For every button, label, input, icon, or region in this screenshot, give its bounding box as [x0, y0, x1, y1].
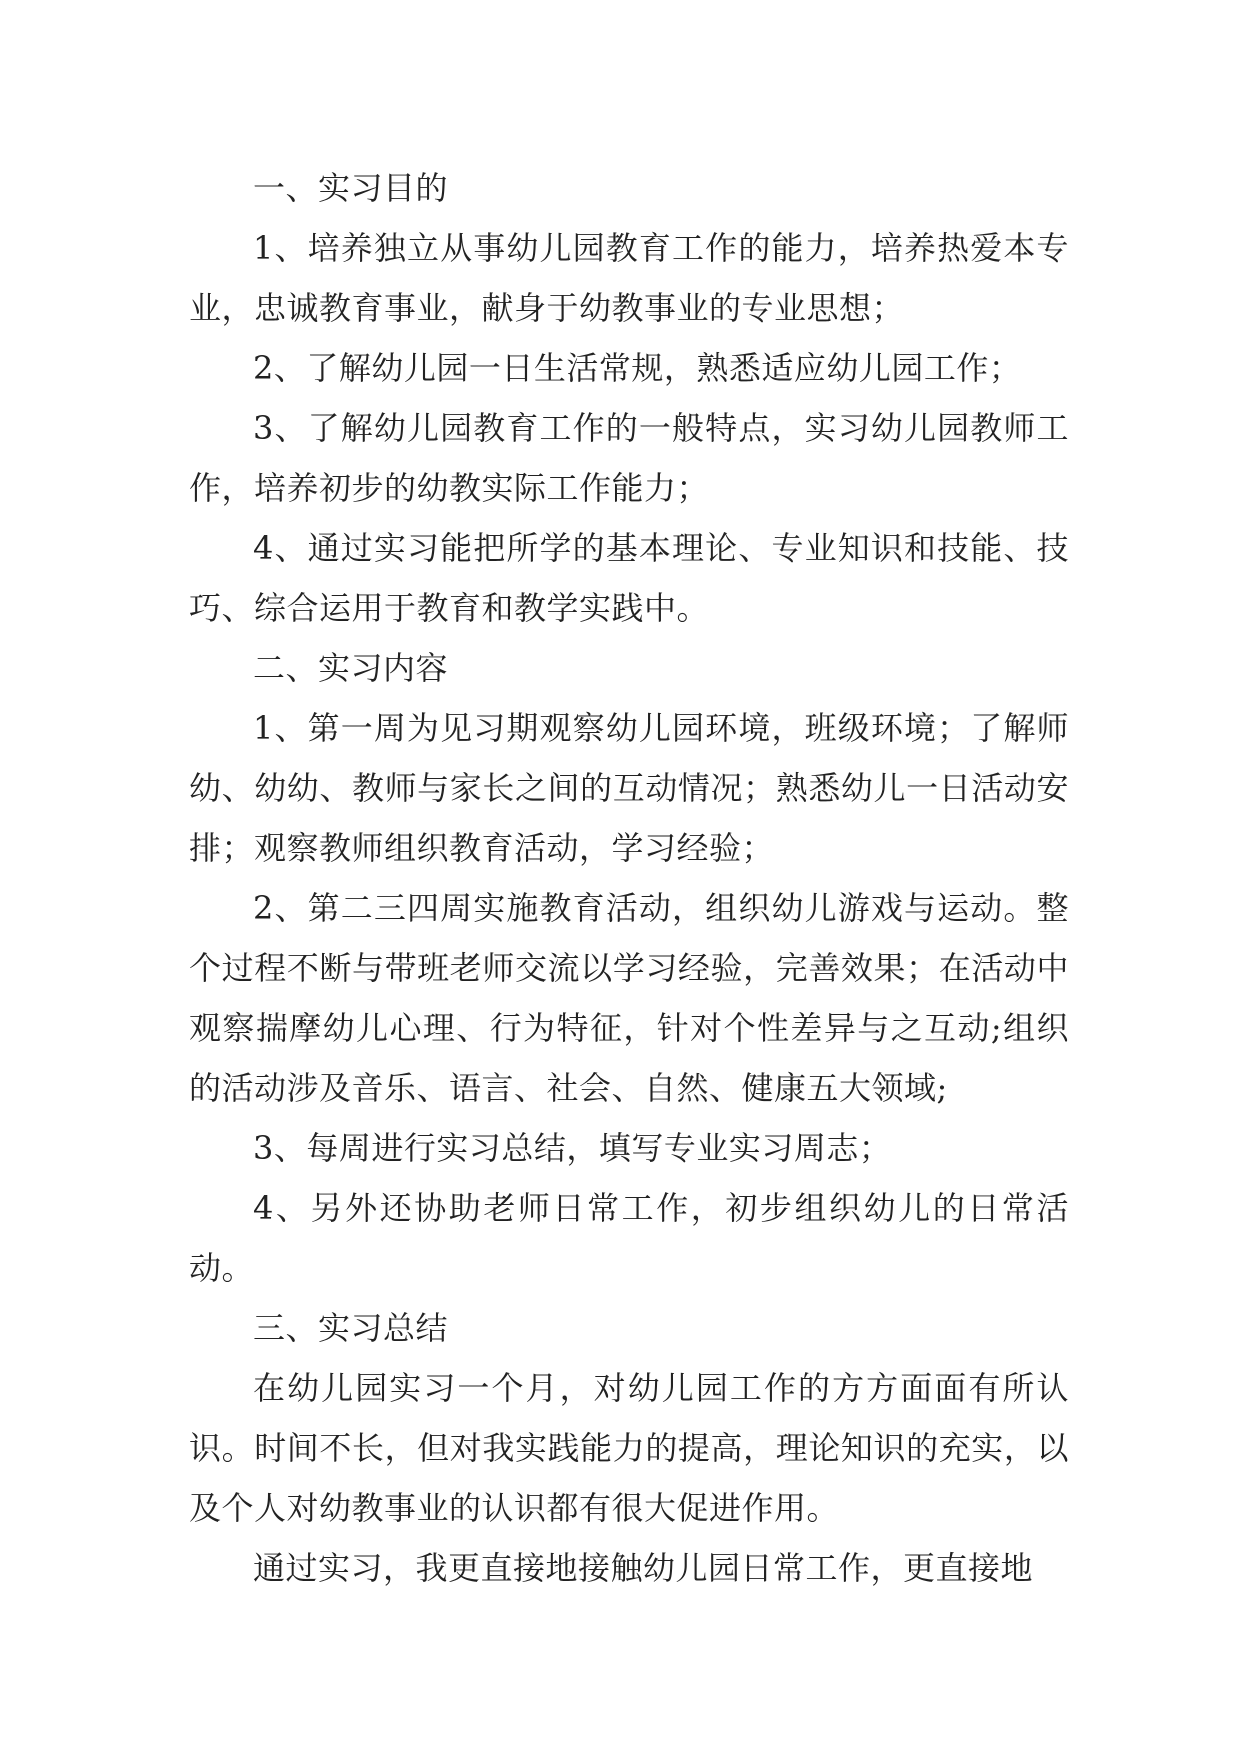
section-heading-summary: 三、实习总结: [253, 1309, 449, 1347]
paragraph: 4、通过实习能把所学的基本理论、专业知识和技能、技巧、综合运用于教育和教学实践中。: [189, 529, 1069, 627]
paragraph: 在幼儿园实习一个月，对幼儿园工作的方方面面有所认识。时间不长，但对我实践能力的提高，理论知识的充实，以及个人对幼教事业的认识都有很大促进作用。: [189, 1369, 1069, 1527]
paragraph: 2、第二三四周实施教育活动，组织幼儿游戏与运动。整个过程不断与带班老师交流以学习经验，完善效果；在活动中观察揣摩幼儿心理、行为特征，针对个性差异与之互动;组织的活动涉及音乐、语言、社会、自然、健康五大领域;: [189, 889, 1069, 1107]
section-heading-content: 二、实习内容: [253, 649, 449, 687]
document-body: [189, 158, 1069, 1598]
paragraph: 3、每周进行实习总结，填写专业实习周志；: [253, 1129, 892, 1167]
paragraph: 3、了解幼儿园教育工作的一般特点，实习幼儿园教师工作，培养初步的幼教实际工作能力；: [189, 409, 1069, 507]
paragraph: 4、另外还协助老师日常工作，初步组织幼儿的日常活动。: [189, 1189, 1069, 1287]
section-heading-purpose: 一、实习目的: [253, 169, 449, 207]
paragraph: 1、培养独立从事幼儿园教育工作的能力，培养热爱本专业，忠诚教育事业，献身于幼教事业的专业思想；: [189, 229, 1069, 327]
paragraph: 1、第一周为见习期观察幼儿园环境，班级环境；了解师幼、幼幼、教师与家长之间的互动情况；熟悉幼儿一日活动安排；观察教师组织教育活动，学习经验；: [189, 709, 1069, 867]
paragraph: 通过实习，我更直接地接触幼儿园日常工作，更直接地: [253, 1549, 1034, 1587]
paragraph: 2、了解幼儿园一日生活常规，熟悉适应幼儿园工作；: [253, 349, 1022, 387]
